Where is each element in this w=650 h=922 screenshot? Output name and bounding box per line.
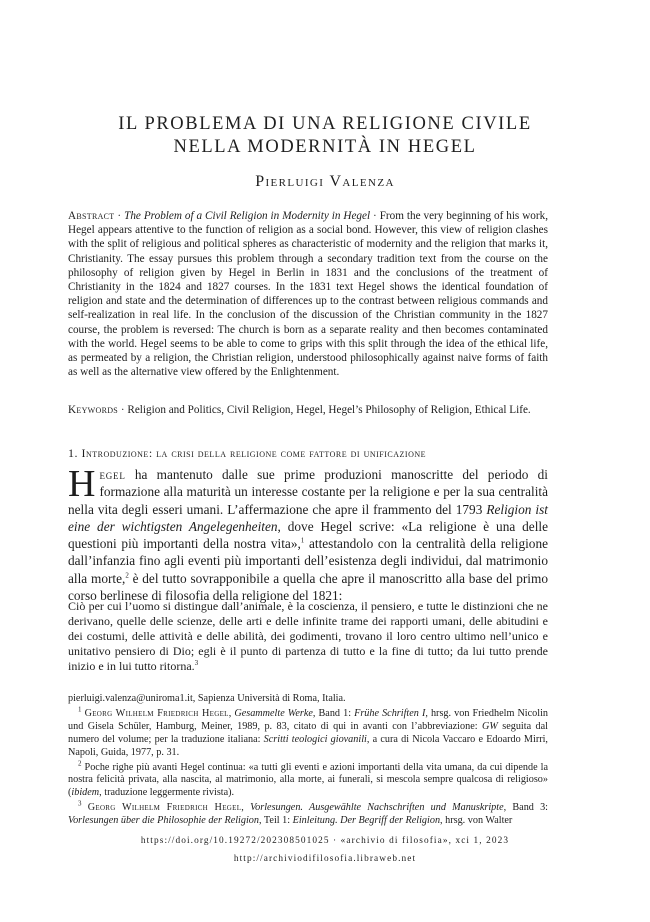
author-name: Pierluigi Valenza — [255, 173, 395, 190]
footnote-1 — [68, 705, 548, 760]
abstract-english-title: The Problem of a Civil Religion in Modernity in Hegel — [124, 210, 371, 222]
author-affiliation — [68, 693, 548, 706]
drop-cap: H — [68, 463, 96, 505]
footnote-3-part: Einleitung. Der Begriff der Religion — [292, 815, 441, 827]
section-heading: 1. Introduzione: la crisi della religione come fattore di unificazione — [68, 446, 427, 460]
footnote-2-text-b: , traduzione leggermente rivista). — [99, 787, 235, 799]
keywords-text: Religion and Politics, Civil Religion, Hegel, Hegel’s Philosophy of Religion, Ethical Life. — [127, 404, 531, 416]
article-title-line-2: NELLA MODERNITÀ IN HEGEL — [173, 137, 477, 157]
doi-line[interactable]: https://doi.org/10.19272/202308501025 · «archivio di filosofia», xci 1, 2023 — [140, 836, 510, 846]
block-quote — [68, 599, 548, 674]
footnote-3-text-d: , hrsg. von Walter — [440, 815, 513, 827]
footnote-1-text-e: , a cura di Nicola Vaccaro e Edoardo Mirri, Napoli, Guida, 1977, p. 31. — [68, 733, 548, 758]
footnote-1-work: Gesammelte Werke — [234, 707, 313, 719]
footnote-2-ibidem: ibidem — [71, 787, 100, 799]
footnote-3-number: 3 — [78, 799, 82, 808]
footnote-2-number: 2 — [78, 759, 82, 768]
footnote-3-author: Georg Wilhelm Friedrich Hegel — [87, 802, 242, 814]
footnote-3-text-c: , Teil 1: — [259, 815, 293, 827]
article-title-line-1: IL PROBLEMA DI UNA RELIGIONE CIVILE — [118, 114, 532, 134]
footnote-1-text-d: seguita dal numero del volume; per la traduzione italiana: — [68, 720, 548, 745]
footnote-3-work: Vorlesungen. Ausgewählte Nachschriften und Manuskripte — [250, 802, 504, 814]
first-word: egel — [99, 467, 126, 482]
footnote-3 — [68, 799, 549, 828]
body-paragraph — [68, 463, 548, 604]
journal-url[interactable]: http://archiviodifilosofia.libraweb.net — [233, 854, 417, 864]
footnote-ref-3[interactable]: 3 — [194, 659, 199, 668]
footnote-ref-2[interactable]: 2 — [125, 571, 129, 580]
abstract-separator: · — [114, 210, 125, 222]
footnote-2 — [68, 759, 548, 801]
footnote-3-text-b: , Band 3: — [503, 802, 549, 814]
footnote-1-number: 1 — [78, 705, 82, 714]
footnote-1-text-b: , Band 1: — [312, 707, 355, 719]
abstract-label: Abstract — [68, 210, 115, 222]
body-text-part-4: è del tutto sovrapponibile a quella che apre il manoscritto alla base del primo corso berlinese di filosofia della religione del 1821: — [68, 570, 548, 604]
footnote-1-italian-title: Scritti teologici giovanili — [263, 733, 367, 745]
footnote-1-abbreviation: GW — [481, 720, 498, 732]
keywords-separator: · — [118, 404, 128, 416]
footnote-1-text-a: , — [228, 707, 235, 719]
affiliation-text: pierluigi.valenza@uniroma1.it, Sapienza Università di Roma, Italia. — [68, 693, 346, 704]
body-text-part-1: ha mantenuto dalle sue prime produzioni manoscritte del periodo di formazione alla maturità un interesse costante per la religione e per la sua centralità nella vita degli esseri umani. L’affermazione che apre il frammento del 1793 — [68, 467, 548, 517]
footnote-1-text-c: , hrsg. von Friedhelm Nicolin und Gisela Schüler, Hamburg, Meiner, 1989, p. 83, citato di qui in avanti con l’abbreviazione: — [68, 707, 548, 732]
quote-text: Ciò per cui l’uomo si distingue dall’animale, è la coscienza, il pensiero, e tutte le distinzioni che ne derivano, quelle delle scienze, delle arti e delle infinite trame dei rapporti umani, delle abitudini e dei costumi, delle attività e delle abilità, dei godimenti, trovano il loro centro ultimo nell’unico e unitativo pensiero di Dio; egli è il punto di partenza di tutto e la fine di tutto; da lui tutto prende inizio e in lui tutto ritorna. — [68, 599, 548, 674]
keywords — [68, 403, 548, 417]
keywords-label: Keywords — [68, 404, 119, 416]
footnote-ref-1[interactable]: 1 — [300, 536, 305, 545]
footnote-1-volume: Frühe Schriften I — [354, 707, 426, 719]
footnote-3-text-a: , — [241, 802, 251, 814]
body-text-part-3: attestandolo con la centralità della religione dall’infanzia fino agli eventi più importanti dell’esistenza degli individui, dal matrimonio alla morte, — [68, 536, 548, 586]
footnote-3-volume: Vorlesungen über die Philosophie der Religion — [68, 815, 259, 827]
body-text-part-2: , dove Hegel scrive: «La religione è una delle questioni più importanti della nostra vita», — [68, 518, 548, 552]
abstract-separator-2: · — [370, 210, 380, 222]
footnotes — [68, 693, 548, 830]
abstract — [68, 209, 548, 379]
fragment-title: Religion ist eine der wichtigsten Angelegenheiten — [68, 501, 548, 534]
footnote-2-text-a: Poche righe più avanti Hegel continua: «a tutti gli eventi e azioni importanti della vita umana, da cui dipende la nostra felicità privata, alla nascita, al matrimonio, alla morte, ai funerali, si mescola sempre qualcosa di religioso» ( — [68, 761, 548, 799]
abstract-text: From the very beginning of his work, Hegel appears attentive to the function of religion as a social bond. However, this view of religion clashes with the split of religious and political spheres as characteristic of modernity and the religion that marks it, Christianity. The essay pursues this problem through a secondary tradition text from the course on the philosophy of religion given by Hegel in Berlin in 1831 and the conclusions of the treatment of Christianity in the 1824 and 1827 courses. In the 1831 text Hegel shows the identical foundation of religion and state and the determination of differences up to the contrast between religious commands and self-realization in real life. In the conclusion of the discussion of the Christian community in the 1827 course, the problem is reversed: The church is born as a separate reality and then becomes contaminated with the world. Hegel seems to be able to come to grips with this split through the idea of the ethical life, as permeated by a religion, the Christian religion, understood philosophically against naive forms of faith as well as the alternative view offered by the Enlightenment. — [68, 210, 549, 379]
footnote-1-author: Georg Wilhelm Friedrich Hegel — [84, 707, 229, 719]
